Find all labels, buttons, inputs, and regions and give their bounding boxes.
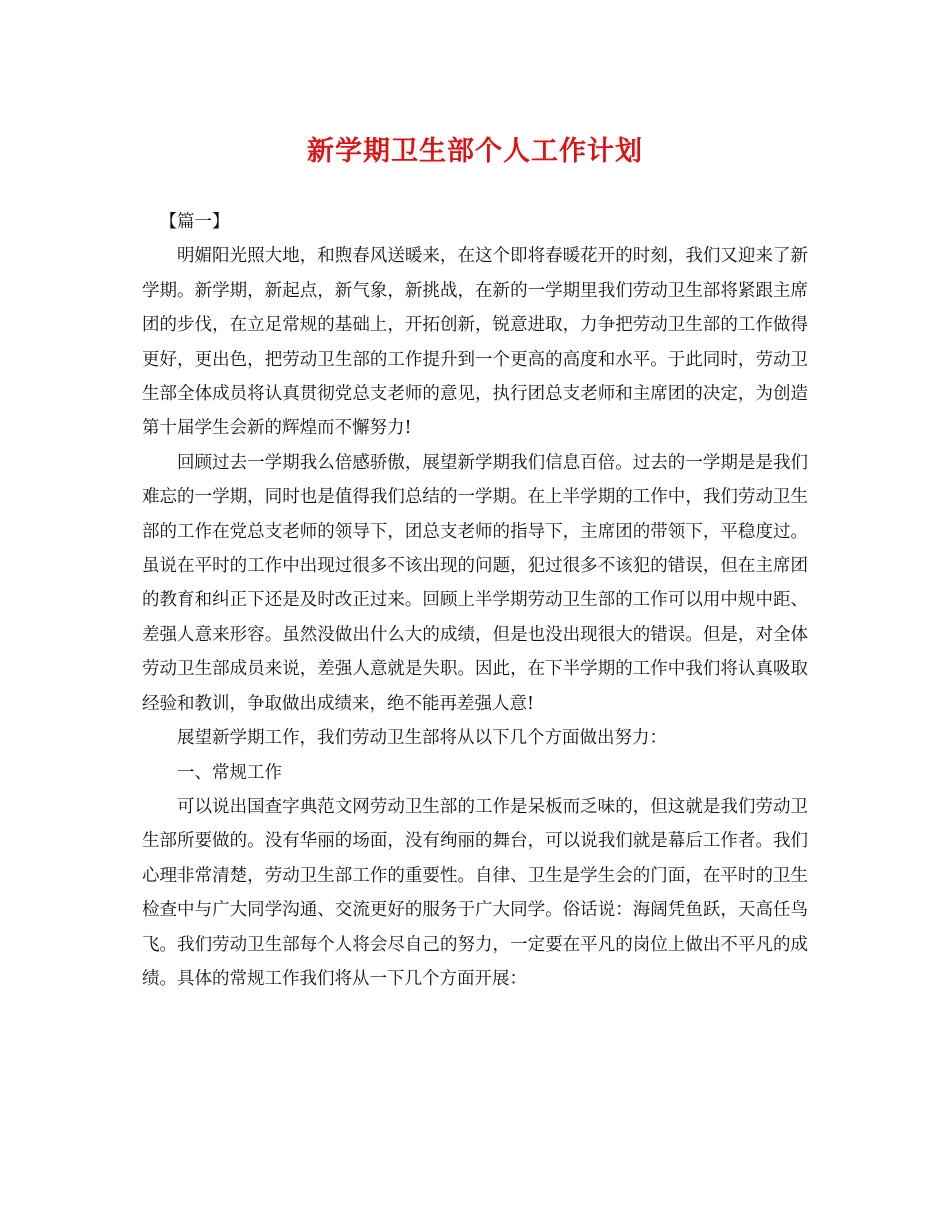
paragraph-routine-work: 可以说出国查字典范文网劳动卫生部的工作是呆板而乏味的，但这就是我们劳动卫生部所要做的。没有华丽的场面，没有绚丽的舞台，可以说我们就是幕后工作者。我们心理非常清楚，劳动卫生部工作的重要性。自律、卫生是学生会的门面，在平时的卫生检查中与广大同学沟通、交流更好的服务于广大同学。俗话说：海阔凭鱼跃，天高任鸟飞。我们劳动卫生部每个人将会尽自己的努力，一定要在平凡的岗位上做出不平凡的成绩。具体的常规工作我们将从一下几个方面开展：	[142, 796, 808, 989]
document-title: 新学期卫生部个人工作计划	[307, 136, 643, 167]
section-heading-routine-work: 一、常规工作	[177, 762, 282, 783]
section-tag: 【篇一】	[159, 212, 230, 232]
document-body	[142, 205, 808, 996]
paragraph-intro: 明媚阳光照大地，和煦春风送暖来，在这个即将春暖花开的时刻，我们又迎来了新学期。新学期，新起点，新气象，新挑战，在新的一学期里我们劳动卫生部将紧跟主席团的步伐，在立足常规的基础上，开拓创新，锐意进取，力争把劳动卫生部的工作做得更好，更出色，把劳动卫生部的工作提升到一个更高的高度和水平。于此同时，劳动卫生部全体成员将认真贯彻党总支老师的意见，执行团总支老师和主席团的决定，为创造第十届学生会新的辉煌而不懈努力!	[142, 246, 808, 439]
paragraph-outlook: 展望新学期工作，我们劳动卫生部将从以下几个方面做出努力：	[177, 728, 667, 749]
paragraph-review: 回顾过去一学期我么倍感骄傲，展望新学期我们信息百倍。过去的一学期是是我们难忘的一学期，同时也是值得我们总结的一学期。在上半学期的工作中，我们劳动卫生部的工作在党总支老师的领导下，团总支老师的指导下，主席团的带领下，平稳度过。虽说在平时的工作中出现过很多不该出现的问题，犯过很多不该犯的错误，但在主席团的教育和纠正下还是及时改正过来。回顾上半学期劳动卫生部的工作可以用中规中距、差强人意来形容。虽然没做出什么大的成绩，但是也没出现很大的错误。但是，对全体劳动卫生部成员来说，差强人意就是失职。因此，在下半学期的工作中我们将认真吸取经验和教训，争取做出成绩来，绝不能再差强人意!	[142, 452, 808, 714]
